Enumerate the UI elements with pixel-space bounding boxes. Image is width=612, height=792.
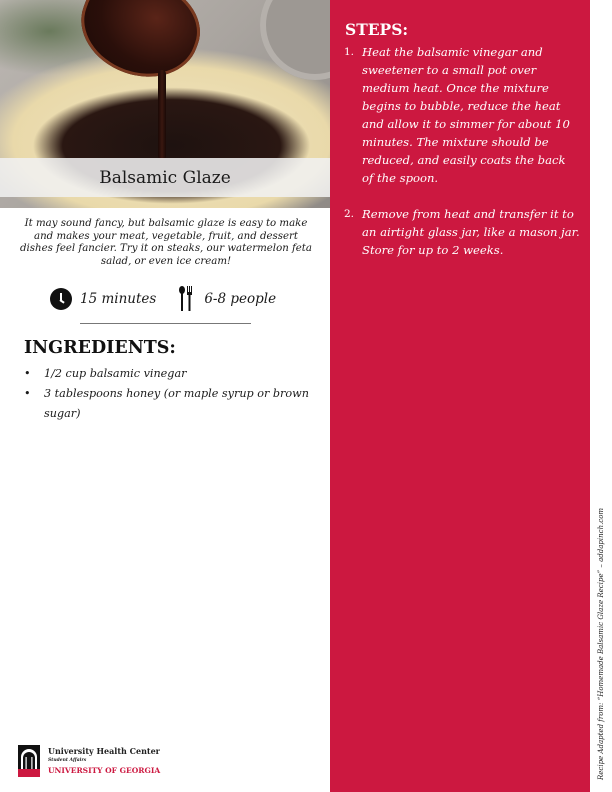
logo-university: UNIVERSITY OF GEORGIA xyxy=(48,766,161,775)
ingredients-heading: INGREDIENTS: xyxy=(24,338,176,358)
title-band xyxy=(0,158,330,197)
bullet-icon: • xyxy=(24,367,31,380)
recipe-photo xyxy=(0,0,330,208)
glaze-drip-graphic xyxy=(158,70,166,160)
prep-time: 15 minutes xyxy=(80,291,157,307)
ingredient-text: 1/2 cup balsamic vinegar xyxy=(44,367,187,380)
recipe-meta xyxy=(50,286,290,312)
clock-icon xyxy=(50,288,72,310)
ingredient-item xyxy=(24,364,314,384)
steps-heading: STEPS: xyxy=(345,20,409,39)
recipe-intro: It may sound fancy, but balsamic glaze is easy to make and makes your meat, vegetable, fruit, and dessert dishes feel fancier. Try it on steaks, our watermelon feta salad, or even ice cream! xyxy=(20,218,312,267)
ingredient-text: 3 tablespoons honey (or maple syrup or brown sugar) xyxy=(44,387,309,420)
divider xyxy=(80,323,251,324)
logo-subtitle: Student Affairs xyxy=(48,758,87,763)
step-text: Heat the balsamic vinegar and sweetener to a small pot over medium heat. Once the mixture begins to bubble, reduce the heat and allow it to simmer for about 10 minutes. The mixture should be reduced, and easily coats the back of the spoon. xyxy=(362,45,570,185)
spoon-graphic xyxy=(67,0,212,93)
utensils-icon xyxy=(178,286,194,312)
logo-title: University Health Center xyxy=(48,746,160,756)
ingredient-item xyxy=(24,384,314,424)
uga-health-center-logo xyxy=(18,745,160,777)
plate-graphic xyxy=(260,0,330,80)
step-number: 2. xyxy=(344,208,355,220)
arch-logo-icon xyxy=(18,745,40,777)
recipe-attribution: Recipe Adapted from: “Homemade Balsamic Glaze Recipe” – addapinch.com xyxy=(597,507,605,780)
steps-panel xyxy=(330,0,590,792)
servings: 6-8 people xyxy=(204,291,277,307)
ingredients-list xyxy=(24,364,314,424)
recipe-title: Balsamic Glaze xyxy=(99,167,231,188)
step-number: 1. xyxy=(344,46,355,58)
step-text: Remove from heat and transfer it to an airtight glass jar, like a mason jar. Store for up to 2 weeks. xyxy=(362,207,580,257)
step-item xyxy=(344,205,580,259)
bullet-icon: • xyxy=(24,387,31,400)
step-item xyxy=(344,43,580,187)
steps-list xyxy=(344,43,580,277)
